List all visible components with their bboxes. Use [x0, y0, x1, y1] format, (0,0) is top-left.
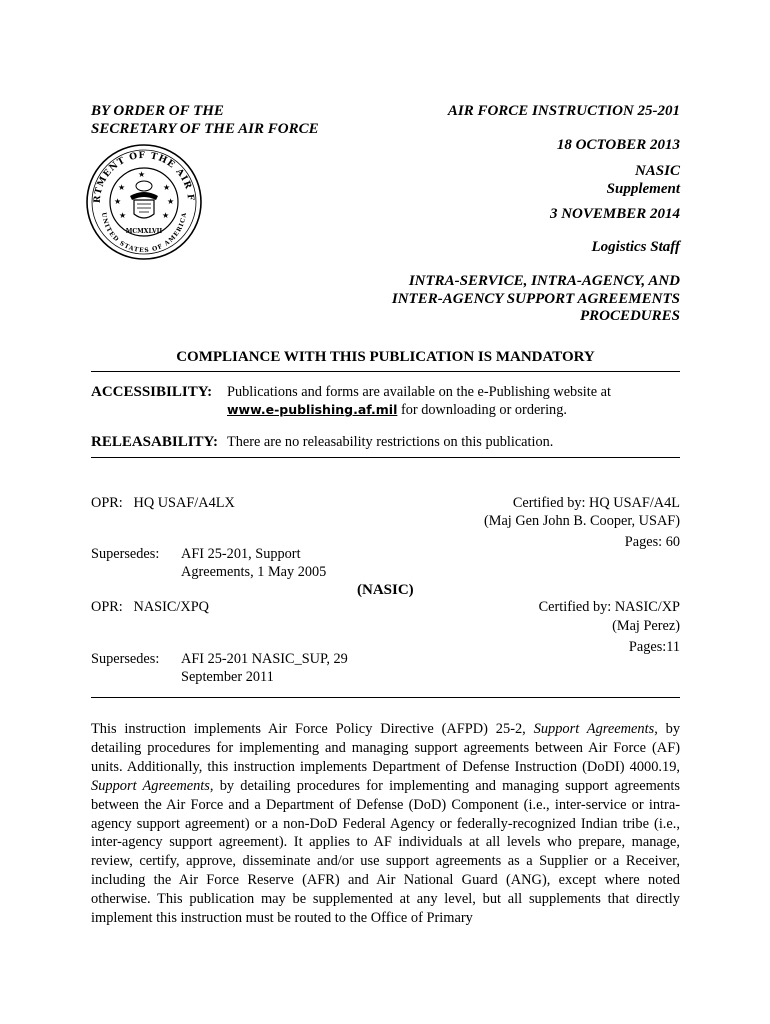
svg-text:★: ★	[114, 197, 122, 206]
releasability-label: RELEASABILITY:	[91, 434, 218, 450]
svg-text:★: ★	[119, 211, 127, 220]
title-line3: PROCEDURES	[579, 308, 680, 324]
svg-text:MCMXLVII: MCMXLVII	[125, 228, 163, 235]
nasic-heading: (NASIC)	[357, 582, 414, 598]
pages-2: Pages:11	[628, 639, 680, 655]
opr-1: OPR: HQ USAF/A4LX	[91, 495, 235, 511]
accessibility-label: ACCESSIBILITY:	[91, 384, 213, 400]
air-force-seal-icon	[84, 140, 204, 264]
divider	[91, 371, 680, 372]
supersedes-2-line2: September 2011	[181, 669, 274, 685]
instruction-number: AIR FORCE INSTRUCTION 25-201	[447, 103, 680, 119]
supersedes-1-line1: AFI 25-201, Support	[181, 546, 301, 562]
accessibility-line2	[227, 401, 567, 419]
body-paragraph: This instruction implements Air Force Policy Directive (AFPD) 25-2, Support Agreements, by detailing procedures for implementing and managing support agreements between Air Force (AF) units. Additionally, this instruction implements Department of Defense Instruction (DoDI) 4000.19, Support Agreements, by detailing procedures for implementing and managing support agreements between the Air Force and a Department of Defense (DoD) Component (i.e., inter-service or intra-agency support agreement) or a non-DoD Federal Agency or federally-recognized Indian tribe (i.e., inter-agency support agreement). It applies to AF individuals at all levels who prepare, manage, review, certify, approve, disseminate and/or use support agreements as a Supplier or a Receiver, including the Air Force Reserve (AFR) and Air National Guard (ANG), except where noted otherwise. This publication may be supplemented at any level, but all supplements that directly implement this instruction must be routed to the Office of Primary	[91, 721, 681, 927]
divider	[91, 457, 680, 458]
accessibility-text2: for downloading or ordering.	[397, 402, 567, 418]
title-line1: INTRA-SERVICE, INTRA-AGENCY, AND	[408, 273, 680, 289]
title-line2: INTER-AGENCY SUPPORT AGREEMENTS	[391, 291, 680, 307]
supersedes-label-1: Supersedes:	[91, 546, 160, 562]
supersedes-1-line2: Agreements, 1 May 2005	[181, 564, 327, 580]
certified-name-2: (Maj Perez)	[612, 618, 680, 634]
compliance-statement: COMPLIANCE WITH THIS PUBLICATION IS MANDATORY	[176, 349, 595, 365]
accessibility-text: Publications and forms are available on the e-Publishing website at	[227, 384, 611, 400]
category: Logistics Staff	[591, 239, 680, 255]
supplement-label: Supplement	[606, 181, 680, 197]
opr-2: OPR: NASIC/XPQ	[91, 599, 209, 615]
svg-text:★: ★	[167, 197, 175, 206]
by-order-line2: SECRETARY OF THE AIR FORCE	[91, 121, 319, 137]
epublishing-link[interactable]: www.e-publishing.af.mil	[227, 402, 398, 417]
instruction-date: 18 OCTOBER 2013	[556, 137, 680, 153]
svg-text:★: ★	[118, 183, 126, 192]
certified-by-2: Certified by: NASIC/XP	[538, 599, 680, 615]
svg-text:★: ★	[162, 211, 170, 220]
by-order-line1: BY ORDER OF THE	[91, 103, 224, 119]
svg-text:★: ★	[138, 170, 146, 179]
supplement-date: 3 NOVEMBER 2014	[549, 206, 680, 222]
supersedes-2-line1: AFI 25-201 NASIC_SUP, 29	[181, 651, 348, 667]
certified-name-1: (Maj Gen John B. Cooper, USAF)	[483, 513, 680, 529]
supersedes-label-2: Supersedes:	[91, 651, 160, 667]
releasability-text: There are no releasability restrictions on this publication.	[227, 434, 554, 450]
pages-1: Pages: 60	[624, 534, 680, 550]
svg-text:★: ★	[163, 183, 171, 192]
svg-text:UNITED STATES OF AMERICA: UNITED STATES OF AMERICA	[100, 211, 188, 255]
org-name: NASIC	[634, 163, 680, 179]
svg-text:DEPARTMENT OF THE AIR FORCE: RTMENT OF THE AIR F	[92, 150, 196, 204]
certified-by-1: Certified by: HQ USAF/A4L	[512, 495, 680, 511]
divider	[91, 697, 680, 698]
